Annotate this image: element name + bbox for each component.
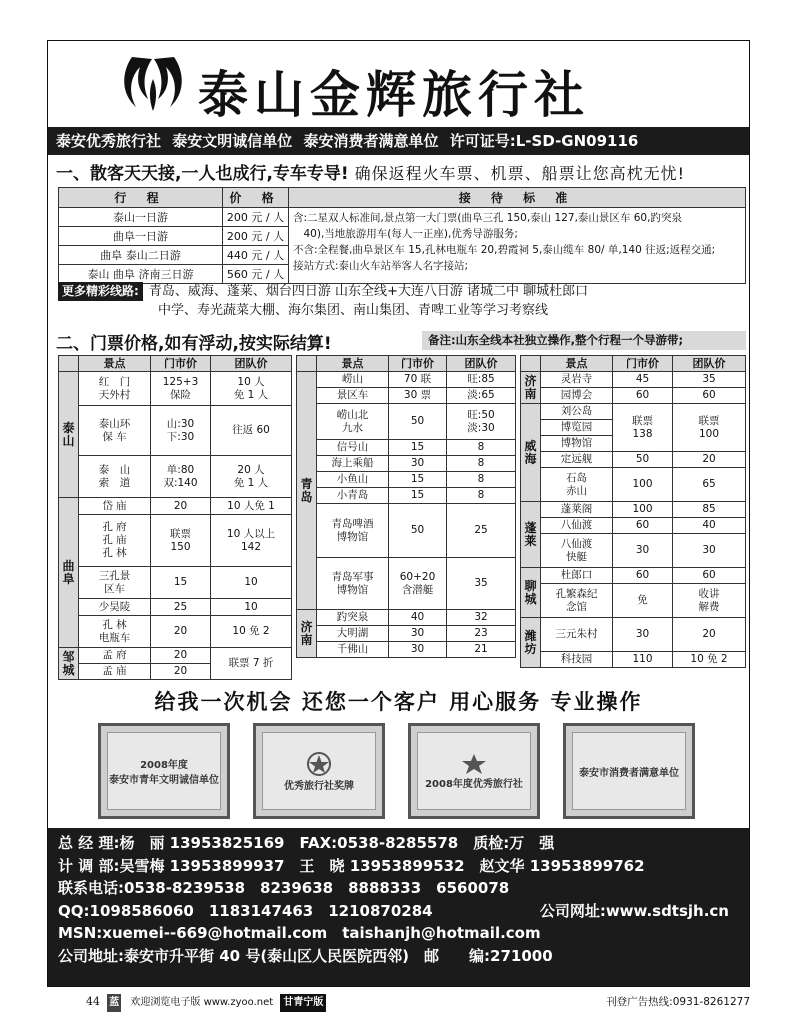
ticket-group-price: 8 <box>447 440 516 456</box>
ticket-name: 定远舰 <box>541 452 613 468</box>
header <box>48 41 749 125</box>
contact-line: 公司地址:泰安市升平街 40 号(泰山区人民医院西邻) 邮 编:271000 <box>58 946 553 965</box>
ticket-name: 孔 林 电瓶车 <box>79 616 151 648</box>
ticket-list-price: 单:80 双:140 <box>151 456 211 498</box>
ticket-group-price: 20 人 免 1 人 <box>211 456 292 498</box>
ticket-group-price: 旺:50 淡:30 <box>447 404 516 440</box>
standard-line: 不含:全程餐,曲阜景区车 15,孔林电瓶车 20,碧霞祠 5,泰山缆车 80/ 单,140 往返;返程交通; <box>293 244 716 256</box>
ticket-name: 千佛山 <box>317 642 389 658</box>
ticket-group-price: 20 <box>673 452 746 468</box>
standard-line: 含:二星双人标准间,景点第一大门票(曲阜三孔 150,泰山 127,泰山景区车 60,趵突泉 <box>293 212 682 224</box>
route-cell: 曲阜 泰山二日游 <box>59 246 223 265</box>
ticket-name: 蓬莱阁 <box>541 502 613 518</box>
certificate-year: 2008年度 <box>140 760 188 771</box>
ticket-name: 大明湖 <box>317 626 389 642</box>
standard-line: 40),当地旅游用车(每人一正座),优秀导游服务; <box>293 228 518 240</box>
ticket-table-middle <box>296 355 516 658</box>
welcome-text: 欢迎浏览电子版 <box>130 997 201 1008</box>
ticket-list-price: 50 <box>389 504 447 558</box>
region-weifang: 潍坊 <box>521 618 541 668</box>
col-header: 景点 <box>541 356 613 372</box>
ticket-name: 小青岛 <box>317 488 389 504</box>
page-number: 44 <box>86 995 100 1008</box>
region-penglai: 蓬莱 <box>521 502 541 568</box>
ticket-list-price: 15 <box>151 567 211 599</box>
col-header: 团队价 <box>673 356 746 372</box>
ticket-group-price: 联票 100 <box>673 404 746 452</box>
ticket-list-price: 50 <box>613 452 673 468</box>
ticket-name: 孟 府 <box>79 648 151 664</box>
ticket-name: 青岛军事 博物馆 <box>317 558 389 610</box>
region-zoucheng: 邹城 <box>59 648 79 680</box>
ticket-list-price: 60+20 含潜艇 <box>389 558 447 610</box>
more-routes <box>58 282 746 320</box>
ticket-group-price: 往返 60 <box>211 406 292 456</box>
ticket-name: 孔繁森纪 念馆 <box>541 584 613 618</box>
ticket-group-price: 旺:85 <box>447 372 516 388</box>
ticket-group-price: 10 人 免 1 人 <box>211 372 292 406</box>
ticket-list-price: 30 <box>389 626 447 642</box>
ticket-group-price: 35 <box>447 558 516 610</box>
price-cell: 560 元 / 人 <box>223 265 289 284</box>
route-cell: 曲阜一日游 <box>59 227 223 246</box>
website-link[interactable]: 公司网址:www.sdtsjh.cn <box>539 901 729 920</box>
col-header: 景点 <box>317 356 389 372</box>
ticket-list-price: 40 <box>389 610 447 626</box>
certificate-plaque <box>563 723 695 819</box>
ticket-group-price: 10 免 2 <box>211 616 292 648</box>
ticket-list-price: 45 <box>613 372 673 388</box>
ticket-group-price: 8 <box>447 472 516 488</box>
certificate-title: 泰安市消费者满意单位 <box>579 767 679 779</box>
ticket-group-price: 30 <box>673 534 746 568</box>
ticket-name: 红 门 天外村 <box>79 372 151 406</box>
ticket-list-price: 联票 138 <box>613 404 673 452</box>
ticket-name: 石岛 赤山 <box>541 468 613 502</box>
ticket-list-price: 15 <box>389 440 447 456</box>
ticket-list-price: 15 <box>389 488 447 504</box>
col-header: 接 待 标 准 <box>289 188 746 208</box>
ticket-group-price: 8 <box>447 456 516 472</box>
section2-note: 备注:山东全线本社独立操作,整个行程一个导游带; <box>422 331 746 350</box>
more-routes-line2: 中学、寿光蔬菜大棚、海尔集团、南山集团、青啤工业等学习考察线 <box>158 303 549 318</box>
region-jinan-right: 济南 <box>521 372 541 404</box>
col-header: 门市价 <box>389 356 447 372</box>
price-cell: 200 元 / 人 <box>223 227 289 246</box>
ticket-list-price: 60 <box>613 518 673 534</box>
ticket-name: 泰山环 保 车 <box>79 406 151 456</box>
region-weihai: 威海 <box>521 404 541 502</box>
star-emblem-icon <box>460 753 488 775</box>
col-header: 团队价 <box>211 356 292 372</box>
ticket-list-price: 70 联 <box>389 372 447 388</box>
ticket-name: 园博会 <box>541 388 613 404</box>
ticket-group-price: 40 <box>673 518 746 534</box>
ticket-group-price: 10 免 2 <box>673 652 746 668</box>
certificates <box>98 723 698 823</box>
license-number: 许可证号:L-SD-GN09116 <box>449 132 639 150</box>
info-item: 泰安文明诚信单位 <box>172 132 293 150</box>
ticket-name: 泰 山 索 道 <box>79 456 151 498</box>
ticket-name: 八仙渡 快艇 <box>541 534 613 568</box>
certificate-plaque <box>253 723 385 819</box>
info-bar <box>48 127 749 155</box>
more-routes-line1: 青岛、威海、蓬莱、烟台四日游 山东全线+大连八日游 诸城二中 聊城杜郎口 <box>148 284 589 299</box>
col-header: 行 程 <box>59 188 223 208</box>
qq-numbers: QQ:1098586060 1183147463 1210870284 <box>58 901 433 920</box>
ticket-group-price: 10 <box>211 567 292 599</box>
region-qingdao: 青岛 <box>297 372 317 610</box>
ticket-name: 三孔景 区车 <box>79 567 151 599</box>
page-frame <box>47 40 750 987</box>
section2-title: 二、门票价格,如有浮动,按实际结算! <box>56 334 332 354</box>
price-cell: 440 元 / 人 <box>223 246 289 265</box>
ticket-name: 景区车 <box>317 388 389 404</box>
page-footer <box>86 993 750 1011</box>
col-header: 门市价 <box>151 356 211 372</box>
slogan: 给我一次机会 还您一个客户 用心服务 专业操作 <box>154 690 643 714</box>
route-cell: 泰山 曲阜 济南三日游 <box>59 265 223 284</box>
ticket-list-price: 100 <box>613 468 673 502</box>
col-header: 团队价 <box>447 356 516 372</box>
ticket-table-right <box>520 355 746 668</box>
more-routes-label: 更多精彩线路: <box>58 282 143 301</box>
ticket-name: 海上乘船 <box>317 456 389 472</box>
contact-line <box>58 900 739 923</box>
ticket-list-price: 免 <box>613 584 673 618</box>
contact-line: 联系电话:0538-8239538 8239638 8888333 6560078 <box>58 879 510 897</box>
price-cell: 200 元 / 人 <box>223 208 289 227</box>
ticket-group-price: 10 人以上 142 <box>211 515 292 567</box>
ticket-group-price: 联票 7 折 <box>211 648 292 680</box>
contact-line: 总 经 理:杨 丽 13953825169 FAX:0538-8285578 质检:万 强 <box>58 834 555 852</box>
region-liaocheng: 聊城 <box>521 568 541 618</box>
ticket-group-price: 25 <box>447 504 516 558</box>
region-qufu: 曲阜 <box>59 498 79 648</box>
ticket-group-price: 35 <box>673 372 746 388</box>
certificate-title: 2008年度优秀旅行社 <box>425 778 523 790</box>
ticket-list-price: 30 <box>613 534 673 568</box>
ticket-list-price: 50 <box>389 404 447 440</box>
ticket-name: 崂山北 九水 <box>317 404 389 440</box>
flame-logo-icon <box>118 49 188 115</box>
ticket-group-price: 21 <box>447 642 516 658</box>
route-cell: 泰山一日游 <box>59 208 223 227</box>
ticket-group-price: 32 <box>447 610 516 626</box>
ticket-list-price: 山:30 下:30 <box>151 406 211 456</box>
certificate-title: 泰安市青年文明诚信单位 <box>109 775 219 786</box>
section1-heading <box>56 159 685 184</box>
ticket-list-price: 60 <box>613 388 673 404</box>
ticket-name: 博物馆 <box>541 436 613 452</box>
ticket-list-price: 20 <box>151 616 211 648</box>
region-taishan: 泰山 <box>59 372 79 498</box>
site-link[interactable]: www.zyoo.net <box>203 997 274 1008</box>
ticket-name: 崂山 <box>317 372 389 388</box>
certificate-plaque <box>98 723 230 819</box>
ticket-name: 青岛啤酒 博物馆 <box>317 504 389 558</box>
ticket-name: 科技园 <box>541 652 613 668</box>
ticket-name: 灵岩寺 <box>541 372 613 388</box>
ticket-group-price: 淡:65 <box>447 388 516 404</box>
ticket-list-price: 30 <box>389 456 447 472</box>
ticket-list-price: 60 <box>613 568 673 584</box>
ticket-list-price: 联票 150 <box>151 515 211 567</box>
ticket-group-price: 23 <box>447 626 516 642</box>
ticket-name: 三元朱村 <box>541 618 613 652</box>
company-name: 泰山金辉旅行社 <box>198 65 590 124</box>
edition-badge: 甘青宁版 <box>280 994 326 1012</box>
ticket-group-price: 65 <box>673 468 746 502</box>
ticket-name: 孔 府 孔 庙 孔 林 <box>79 515 151 567</box>
info-item: 泰安消费者满意单位 <box>303 132 439 150</box>
ticket-list-price: 25 <box>151 599 211 616</box>
ticket-group-price: 85 <box>673 502 746 518</box>
ticket-group-price: 收讲 解费 <box>673 584 746 618</box>
ticket-list-price: 20 <box>151 664 211 680</box>
service-standard <box>289 208 746 284</box>
ticket-name: 博览园 <box>541 420 613 436</box>
ticket-name: 八仙渡 <box>541 518 613 534</box>
region-jinan: 济南 <box>297 610 317 658</box>
ticket-list-price: 15 <box>389 472 447 488</box>
info-item: 泰安优秀旅行社 <box>56 132 162 150</box>
col-header: 价 格 <box>223 188 289 208</box>
ticket-price-grid <box>58 355 746 678</box>
ticket-name: 岱 庙 <box>79 498 151 515</box>
ticket-list-price: 110 <box>613 652 673 668</box>
certificate-plaque <box>408 723 540 819</box>
ticket-name: 小鱼山 <box>317 472 389 488</box>
ticket-list-price: 30 <box>389 642 447 658</box>
ticket-group-price: 20 <box>673 618 746 652</box>
ticket-name: 杜郎口 <box>541 568 613 584</box>
standard-line: 接站方式:泰山火车站举客人名字接站; <box>293 260 469 272</box>
ticket-group-price: 8 <box>447 488 516 504</box>
ticket-list-price: 20 <box>151 648 211 664</box>
ad-hotline: 刊登广告热线:0931-8261277 <box>606 996 750 1008</box>
col-header: 门市价 <box>613 356 673 372</box>
contact-line: MSN:xuemei--669@hotmail.com taishanjh@hotmail.com <box>58 924 541 942</box>
ticket-list-price: 125+3 保险 <box>151 372 211 406</box>
col-header: 景点 <box>79 356 151 372</box>
ticket-name: 信号山 <box>317 440 389 456</box>
ticket-group-price: 10 <box>211 599 292 616</box>
ticket-group-price: 60 <box>673 388 746 404</box>
ticket-group-price: 60 <box>673 568 746 584</box>
ticket-list-price: 30 票 <box>389 388 447 404</box>
ticket-list-price: 20 <box>151 498 211 515</box>
section1-subtitle: 确保返程火车票、机票、船票让您高枕无忧! <box>354 164 686 183</box>
ticket-table-left <box>58 355 292 680</box>
ticket-name: 少昊陵 <box>79 599 151 616</box>
section1-title: 一、散客天天接,一人也成行,专车专导! <box>56 164 349 184</box>
certificate-title: 优秀旅行社奖牌 <box>284 780 354 792</box>
ticket-name: 孟 庙 <box>79 664 151 680</box>
ticket-list-price: 30 <box>613 618 673 652</box>
lan-badge: 蓝 <box>107 994 121 1012</box>
contact-line: 计 调 部:吴雪梅 13953899937 王 晓 13953899532 赵文华 13953899762 <box>58 856 645 875</box>
ticket-group-price: 10 人免 1 <box>211 498 292 515</box>
contact-panel <box>48 828 749 986</box>
star-emblem-icon <box>304 751 334 777</box>
ticket-list-price: 100 <box>613 502 673 518</box>
ticket-name: 刘公岛 <box>541 404 613 420</box>
ticket-name: 趵突泉 <box>317 610 389 626</box>
itinerary-table <box>58 187 746 284</box>
